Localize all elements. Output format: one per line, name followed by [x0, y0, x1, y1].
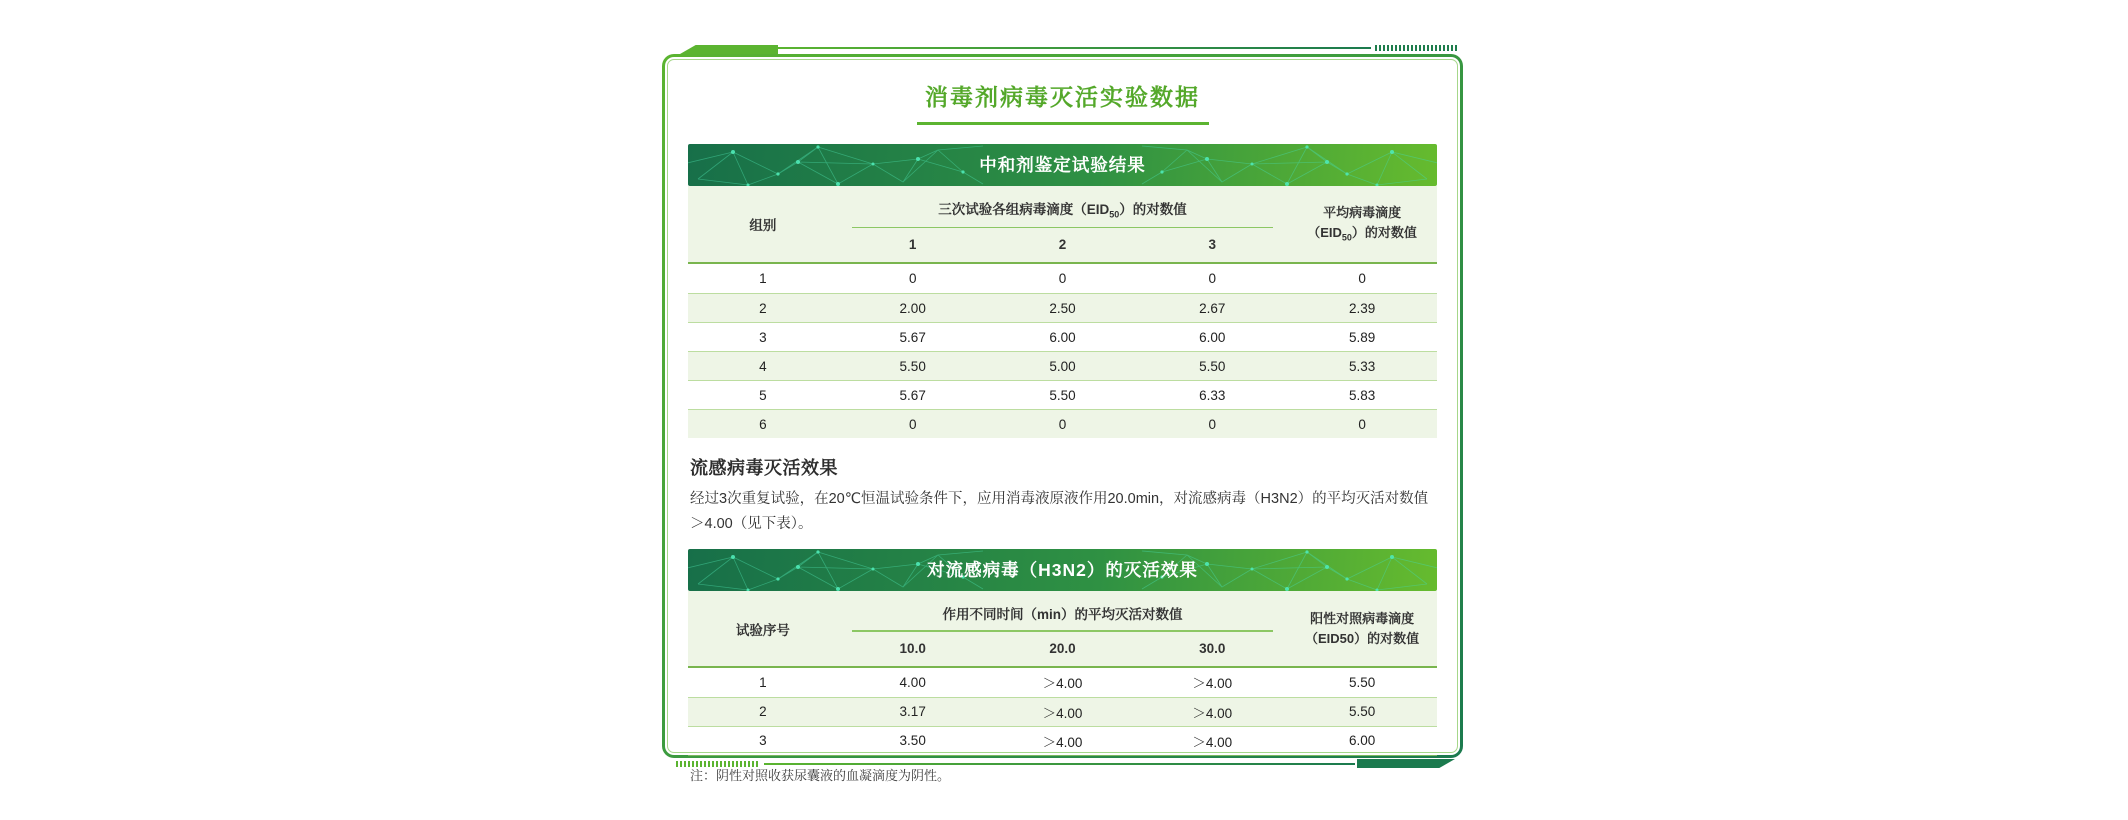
sub-column-10min: 10.0: [899, 640, 926, 656]
spanning-header-text: ）的对数值: [1119, 202, 1187, 217]
table-cell: 3: [759, 733, 767, 749]
neutralizer-table-banner: [688, 144, 1437, 186]
average-header-text: （EID: [1307, 224, 1342, 240]
table-header: [688, 591, 1437, 668]
footnote: 注：阴性对照收获尿囊液的血凝滴度为阴性。: [690, 767, 951, 783]
section-paragraph: 经过3次重复试验，在20℃恒温试验条件下，应用消毒液原液作用20.0min，对流感病毒（H3N2）的平均灭活对数值＞4.00（见下表）。: [690, 491, 1429, 532]
banner-title: 对流感病毒（H3N2）的灭活效果: [927, 560, 1198, 581]
table-cell: 3.17: [899, 704, 926, 720]
column-header-group: 组别: [749, 218, 777, 234]
table-cell: 5.00: [1049, 358, 1076, 374]
table-row: [688, 697, 1437, 726]
table-row: [688, 409, 1437, 438]
table-body: [688, 264, 1437, 438]
table-cell: 1: [759, 674, 767, 690]
sub-column-headers: [838, 632, 1287, 666]
spanning-header-title: [838, 186, 1287, 227]
table-cell: 6.00: [1348, 733, 1376, 749]
spanning-header: [838, 591, 1287, 666]
table-cell: 0: [1358, 416, 1366, 432]
control-header-line1: 阳性对照病毒滴度: [1310, 610, 1415, 626]
flu-inactivation-section: [690, 454, 1435, 536]
table-cell: 5.89: [1348, 329, 1376, 345]
table-row: [688, 351, 1437, 380]
average-header-text: ）的对数值: [1351, 224, 1417, 240]
section-heading: 流感病毒灭活效果: [690, 458, 838, 479]
table-cell: ＞4.00: [1042, 705, 1083, 721]
table-row: [688, 293, 1437, 322]
table-row: [688, 322, 1437, 351]
table-cell: 6.33: [1199, 387, 1226, 403]
column-header-positive-control: [1287, 591, 1437, 666]
table-cell: 2.67: [1199, 300, 1226, 316]
table-cell: 1: [759, 271, 767, 287]
sub-column-20min: 20.0: [1049, 640, 1076, 656]
table-cell: ＞4.00: [1042, 676, 1083, 692]
bottom-decor-line: [764, 763, 1355, 765]
neutralizer-table: [688, 144, 1437, 438]
table-body: [688, 668, 1437, 756]
table-cell: ＞4.00: [1192, 676, 1233, 692]
card-border-gap: [665, 57, 1460, 783]
table-cell: 5.50: [1348, 704, 1376, 720]
table-cell: 0: [1358, 271, 1366, 287]
table-cell: 5.50: [1199, 358, 1226, 374]
table-cell: 5.67: [899, 329, 926, 345]
table-cell: 3.50: [899, 733, 926, 749]
table-cell: 4: [759, 358, 767, 374]
table-cell: 5.50: [1348, 674, 1376, 690]
average-header-line2: [1307, 223, 1417, 246]
eid-subscript: 50: [1109, 209, 1120, 220]
sub-column-30min: 30.0: [1199, 640, 1226, 656]
table-cell: 5: [759, 387, 767, 403]
banner-title: 中和剂鉴定试验结果: [979, 155, 1146, 175]
sub-column-3: 3: [1208, 237, 1216, 253]
spanning-header-text: 三次试验各组病毒滴度（EID: [938, 202, 1110, 217]
table-cell: 0: [1208, 416, 1217, 432]
table-cell: 0: [908, 416, 917, 432]
spanning-header: [838, 186, 1287, 262]
table-cell: 5.67: [899, 387, 926, 403]
table-row: [688, 264, 1437, 293]
bottom-left-hatch: [676, 761, 760, 767]
spanning-header-title: 作用不同时间（min）的平均灭活对数值: [942, 607, 1183, 623]
table-cell: 5.33: [1348, 358, 1376, 374]
table-cell: 4.00: [899, 674, 926, 690]
table-cell: 0: [1058, 271, 1067, 287]
table-cell: 0: [1208, 271, 1217, 287]
table-row: [688, 668, 1437, 697]
table-cell: 2: [759, 300, 767, 316]
table-cell: 2.00: [899, 300, 926, 316]
column-header-average: [1287, 186, 1437, 262]
title-underline: [917, 122, 1209, 125]
eid-subscript: 50: [1341, 232, 1352, 243]
table-cell: 3: [759, 329, 767, 345]
table-header: [688, 186, 1437, 264]
table-cell: 6.00: [1199, 329, 1226, 345]
table-cell: 0: [1058, 416, 1067, 432]
table-row: [688, 726, 1437, 755]
table-cell: 5.83: [1348, 387, 1376, 403]
table-cell: ＞4.00: [1042, 734, 1083, 750]
table-cell: 6.00: [1049, 329, 1076, 345]
table-cell: ＞4.00: [1192, 734, 1233, 750]
sub-column-headers: [838, 228, 1287, 262]
control-header-line2: （EID50）的对数值: [1305, 630, 1420, 646]
table-cell: 0: [908, 271, 917, 287]
report-card: [662, 54, 1463, 783]
table-cell: ＞4.00: [1192, 705, 1233, 721]
h3n2-table-banner: [688, 549, 1437, 591]
column-header-test-no: 试验序号: [735, 622, 790, 638]
card-content: [667, 59, 1458, 783]
corner-tab-bottom-right: [1357, 759, 1455, 768]
page-title: 消毒剂病毒灭活实验数据: [925, 84, 1200, 110]
table-cell: 5.50: [899, 358, 926, 374]
table-cell: 2: [759, 704, 767, 720]
average-header-line1: 平均病毒滴度: [1323, 204, 1402, 220]
corner-tab-top-left: [680, 45, 778, 54]
top-decor-line: [778, 47, 1371, 49]
table-row: [688, 380, 1437, 409]
sub-column-2: 2: [1058, 237, 1067, 253]
h3n2-table: [688, 549, 1437, 756]
table-cell: 2.39: [1348, 300, 1376, 316]
sub-column-1: 1: [908, 237, 917, 253]
table-cell: 2.50: [1049, 300, 1076, 316]
table-cell: 5.50: [1049, 387, 1076, 403]
top-right-hatch: [1375, 45, 1459, 51]
table-cell: 6: [759, 416, 767, 432]
